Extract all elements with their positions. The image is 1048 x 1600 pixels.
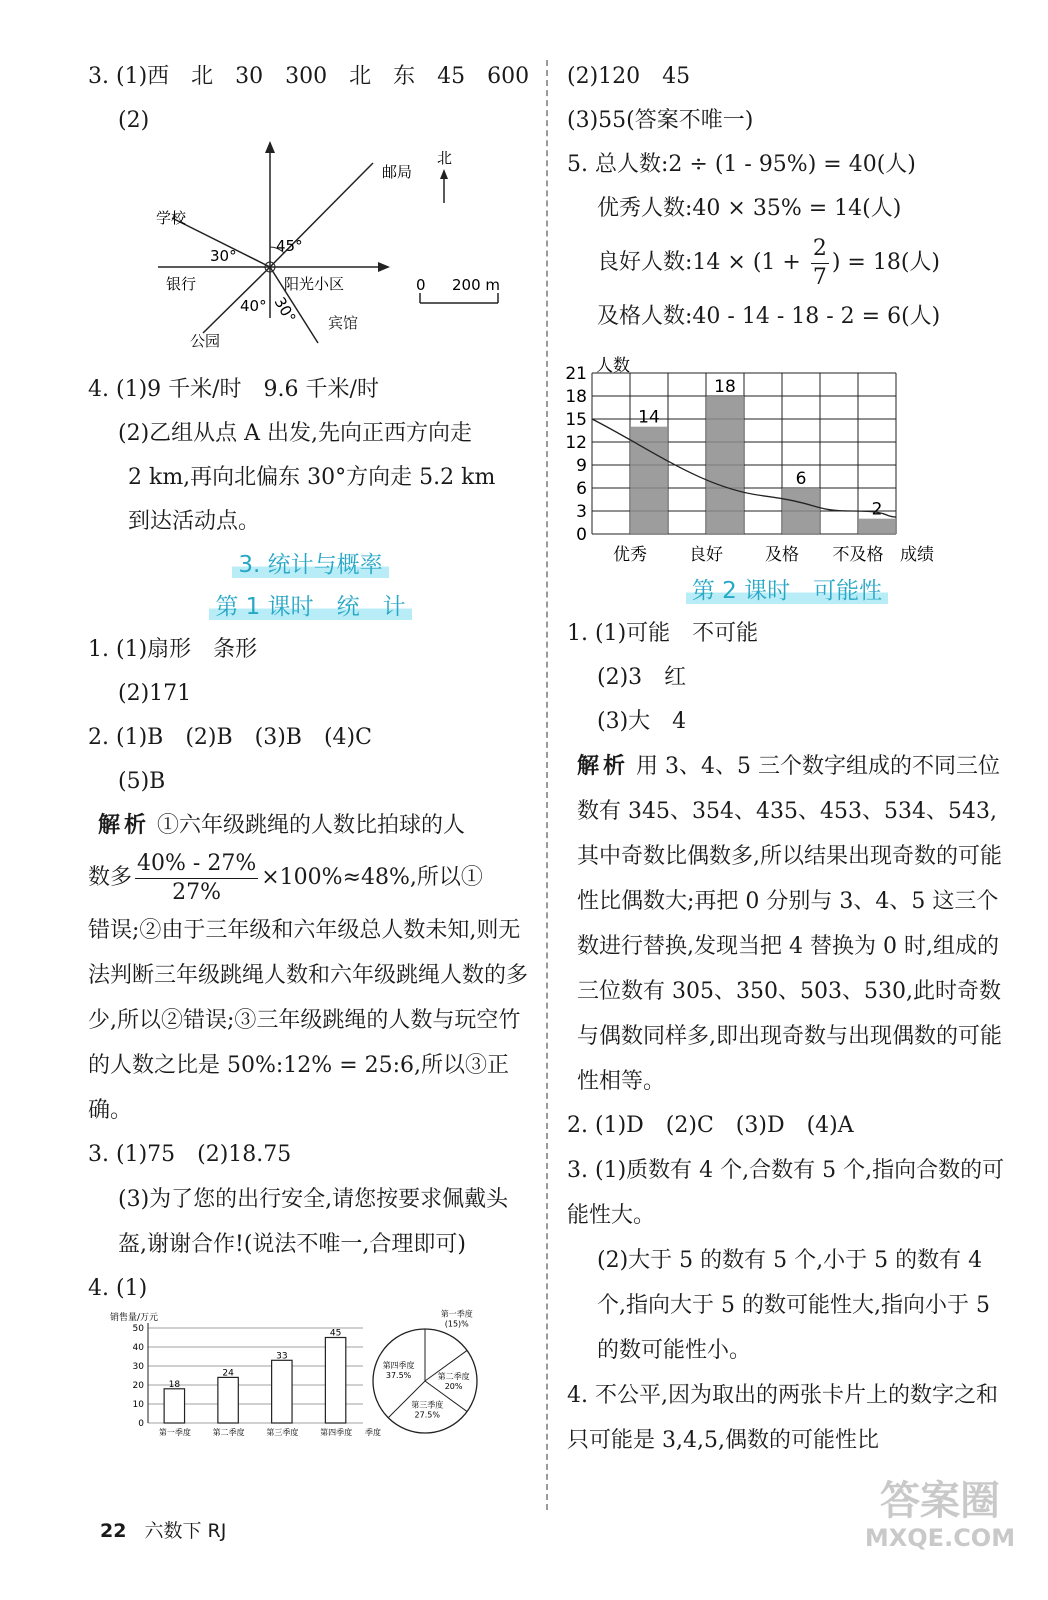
lesson1-title: 第 1 课时 统 计: [88, 586, 533, 628]
grid-ytick: 9: [576, 456, 587, 476]
map-label-binguan: 宾馆: [328, 314, 359, 332]
s1-q2-part2: (5)B: [118, 769, 166, 794]
p1-part2: (2)3 红: [597, 665, 687, 690]
grid-category-label: 不及格: [832, 545, 884, 565]
pie-slice-value: 37.5%: [385, 1371, 412, 1381]
bar-ytick: 50: [132, 1324, 144, 1334]
bar-ytick: 30: [132, 1362, 144, 1372]
bar-value-label: 24: [222, 1368, 234, 1379]
analysis-label: 解析: [98, 813, 151, 838]
grid-bar-value: 2: [871, 499, 883, 520]
pie-slice-value: (15)%: [444, 1319, 469, 1329]
s1-q3-part1: 3. (1)75 (2)18.75: [88, 1142, 292, 1167]
map-angle-30-south: 30°: [270, 294, 300, 327]
bar-ytick: 40: [132, 1343, 144, 1353]
q3-part1: 3. (1)西 北 30 300 北 东 45 600: [88, 64, 530, 89]
grid-ytick: 0: [576, 525, 587, 545]
pie-slice-value: 20%: [444, 1382, 463, 1391]
s1-q3-part3: (3)为了您的出行安全,请您按要求佩戴头盔,谢谢合作!(说法不唯一,合理即可): [118, 1187, 509, 1257]
bar-value-label: 33: [276, 1351, 288, 1362]
q5-pass: 及格人数:40 - 14 - 18 - 2 = 6(人): [597, 304, 941, 329]
map-scale-zero: 0: [416, 276, 426, 294]
p4: 4. 不公平,因为取出的两张卡片上的数字之和只可能是 3,4,5,偶数的可能性比: [567, 1383, 998, 1453]
score-grid-chart: [567, 339, 1007, 564]
p3-part2: (2)大于 5 的数有 5 个,小于 5 的数有 4 个,指向大于 5 的数可能性大,指向小于 5 的数可能性小。: [597, 1248, 990, 1363]
grid-ylabel: 人数: [596, 356, 630, 376]
q4-part2-line2: 2 km,再向北偏东 30°方向走 5.2 km: [128, 465, 496, 490]
s1-q1-part1: 1. (1)扇形 条形: [88, 637, 258, 662]
book-label: 六数下 RJ: [144, 1520, 227, 1542]
q3-part2-label: (2): [118, 108, 150, 133]
bar-mark: [272, 1360, 292, 1423]
right-column: [567, 55, 1007, 1463]
r-part3: (3)55(答案不唯一): [567, 108, 754, 133]
q4-part2-line1: (2)乙组从点 A 出发,先向正西方向走: [118, 421, 473, 446]
bar-mark: [218, 1377, 238, 1423]
p-analysis: 解析 用 3、4、5 三个数字组成的不同三位数有 345、354、435、453、534、543,其中奇数比偶数多,所以结果出现奇数的可能性比偶数大;再把 0 分别与 3、4、5 这三个数进行替换,发现当把 4 替换为 0 时,组成的三位数有 305、350、503、530,此时奇数与偶数同样多,即出现奇数与出现偶数的可能性相等。: [577, 754, 1002, 1094]
pie-slice-label: 第一季度: [440, 1309, 473, 1319]
map-label-north: 北: [437, 149, 453, 167]
grid-bar: [858, 519, 896, 534]
s1-q1-part2: (2)171: [118, 681, 192, 706]
grid-ytick: 3: [576, 502, 587, 522]
map-label-gongyuan: 公园: [190, 332, 221, 350]
bar-ytick: 20: [132, 1381, 144, 1391]
grid-category-label: 优秀: [613, 545, 647, 565]
p3-part1: 3. (1)质数有 4 个,合数有 5 个,指向合数的可能性大。: [567, 1158, 1005, 1228]
grid-ytick: 12: [565, 433, 587, 453]
two-sevenths: $\frac{2}{7}$: [812, 235, 827, 290]
percent-fraction: $\frac{40\% - 27\%}{27\%}$: [137, 850, 257, 905]
p1-part1: 1. (1)可能 不可能: [567, 621, 759, 646]
grid-ytick: 6: [576, 479, 587, 499]
column-divider: [546, 60, 548, 1510]
map-lower-labels: [88, 314, 533, 368]
bar-ylabel: 销售量/万元: [110, 1313, 159, 1323]
map-label-yangguang: 阳光小区: [284, 275, 345, 293]
section-title: 3. 统计与概率: [88, 544, 533, 586]
s1-q2-part1: 2. (1)B (2)B (3)B (4)C: [88, 725, 372, 750]
grid-bar-value: 6: [795, 469, 807, 489]
bar-category-label: 第一季度: [158, 1428, 191, 1437]
bar-category-label: 第二季度: [212, 1428, 245, 1437]
bar-ytick: 10: [132, 1400, 144, 1410]
sales-pie-chart: [363, 1311, 523, 1441]
map-label-youju: 邮局: [382, 163, 413, 181]
s1-analysis-line2: 数多 $\frac{40\% - 27\%}{27\%}$ ×100%≈48%,所以①: [88, 850, 483, 905]
pie-slice-value: 27.5%: [414, 1410, 440, 1420]
pie-slice-label: 第二季度: [437, 1372, 470, 1381]
analysis-label: 解析: [577, 754, 630, 779]
s1-analysis-line1: 解析 ①六年级跳绳的人数比拍球的人: [98, 813, 466, 838]
map-angle-40: 40°: [240, 297, 267, 315]
map-label-yinhang: 银行: [166, 275, 197, 293]
map-scale-200m: 200 m: [452, 276, 501, 294]
grid-bar-value: 14: [638, 407, 660, 428]
bar-category-label: 第四季度: [320, 1428, 353, 1437]
left-column: [88, 55, 533, 1441]
p2: 2. (1)D (2)C (3)D (4)A: [567, 1113, 854, 1138]
grid-xlabel: 成绩: [900, 545, 934, 565]
bar-value-label: 45: [329, 1328, 342, 1339]
pie-slice-label: 第四季度: [382, 1361, 415, 1371]
bar-mark: [325, 1338, 345, 1424]
grid-category-label: 及格: [765, 545, 799, 565]
q5-excellent: 优秀人数:40 × 35% = 14(人): [597, 196, 902, 221]
grid-bar: [706, 396, 744, 534]
grid-category-label: 良好: [689, 545, 723, 565]
bar-category-label: 第三季度: [266, 1428, 299, 1437]
map-angle-30-west: 30°: [210, 247, 237, 265]
q4-part1: 4. (1)9 千米/时 9.6 千米/时: [88, 377, 379, 402]
s1-analysis-rest: 错误;②由于三年级和六年级总人数未知,则无法判断三年级跳绳人数和六年级跳绳人数的多少,所以②错误;③三年级跳绳的人数与玩空竹的人数之比是 50%:12% = 25:6,所以③正确。: [88, 918, 529, 1123]
p1-part3: (3)大 4: [597, 709, 687, 734]
pie-slice-label: 第三季度: [411, 1400, 444, 1410]
page-footer: [100, 1516, 226, 1543]
page-number: 22: [100, 1520, 127, 1542]
watermark-logo: 答案圈 MXQE.COM: [864, 1478, 1016, 1552]
q5-good: 良好人数:14 × (1 + $\frac{2}{7}$ ) = 18(人): [597, 235, 940, 290]
map-angle-45: 45°: [276, 237, 303, 255]
grid-ytick: 18: [565, 387, 587, 407]
bar-xlabel: 季度: [365, 1428, 381, 1437]
bar-mark: [164, 1389, 184, 1423]
grid-ytick: 21: [565, 364, 587, 384]
grid-bar: [782, 488, 820, 534]
grid-ytick: 15: [565, 410, 587, 430]
map-label-xuexiao: 学校: [156, 209, 187, 227]
bar-value-label: 18: [168, 1379, 181, 1390]
q4-part2-line3: 到达活动点。: [128, 509, 261, 534]
q5-total: 5. 总人数:2 ÷ (1 - 95%) = 40(人): [567, 152, 916, 177]
s1-q4-part1: 4. (1): [88, 1276, 148, 1301]
bar-ytick: 0: [138, 1419, 144, 1429]
grid-bar-value: 18: [714, 377, 736, 397]
sales-bar-chart: [108, 1311, 381, 1441]
lesson2-title: 第 2 课时 可能性: [567, 570, 1007, 612]
r-part2: (2)120 45: [567, 64, 691, 89]
q4-charts: [88, 1311, 533, 1441]
